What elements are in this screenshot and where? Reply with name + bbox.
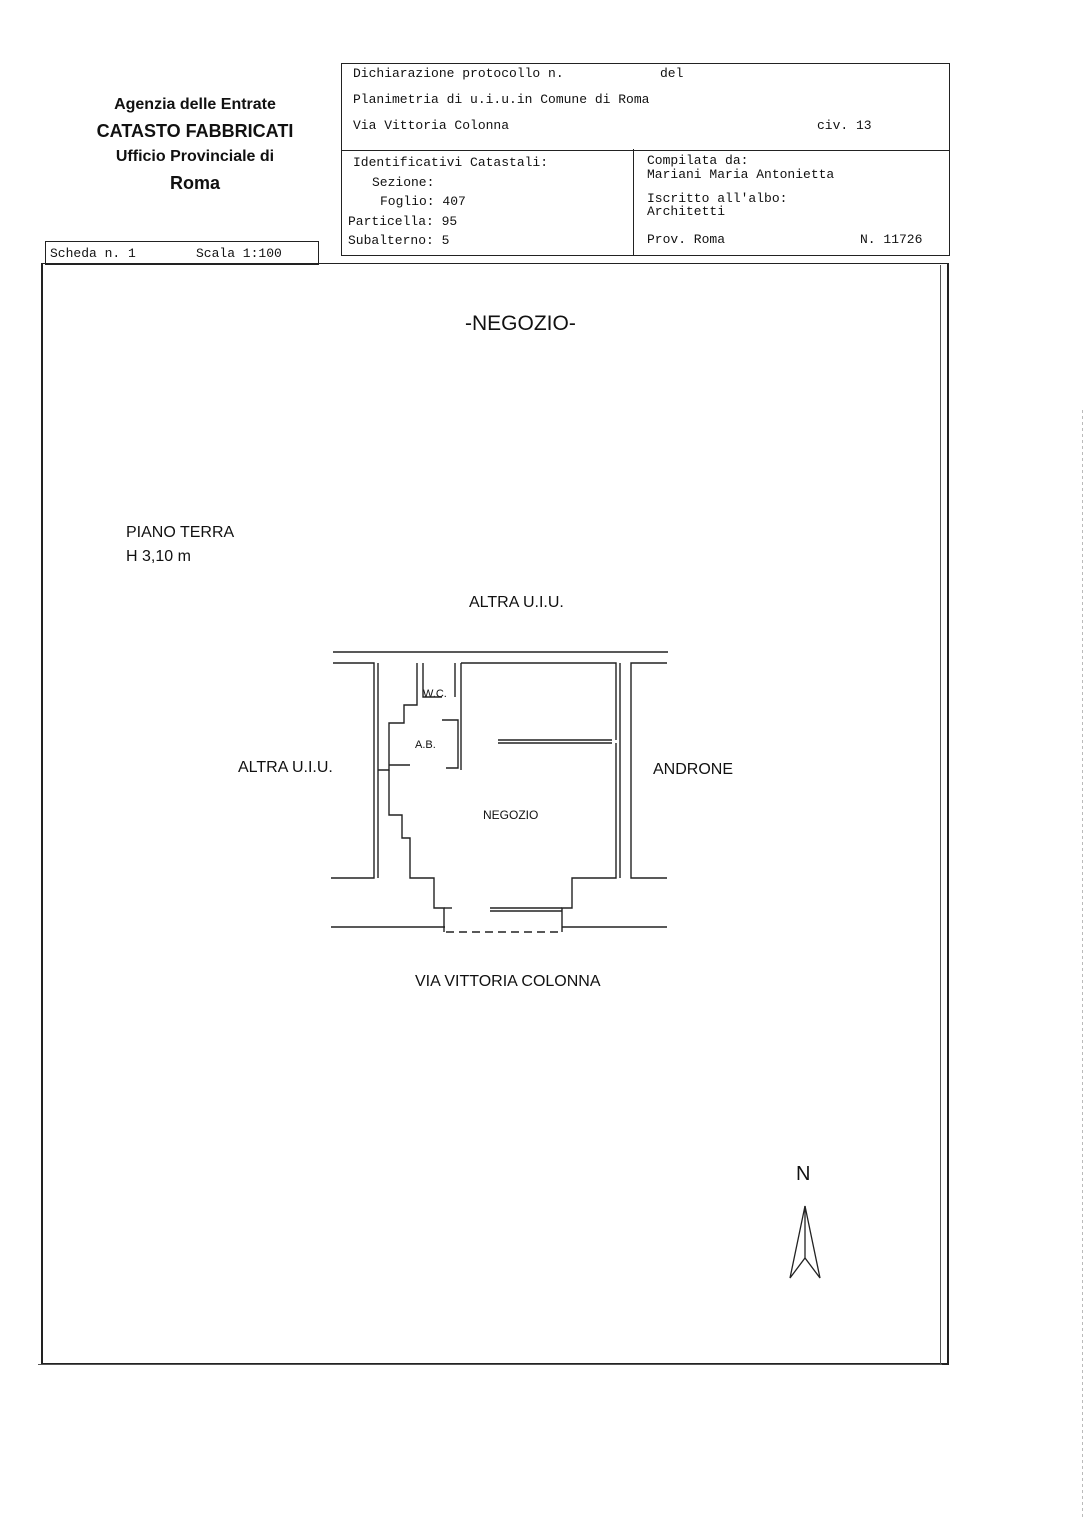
register-number: N. 11726 <box>860 232 923 247</box>
neighbor-top-label: ALTRA U.I.U. <box>469 594 564 611</box>
register-label: Iscritto all'albo: <box>647 191 788 206</box>
neighbor-left-label: ALTRA U.I.U. <box>238 759 333 776</box>
drawing-title: -NEGOZIO- <box>465 312 576 335</box>
sheet-number: Scheda n. 1 <box>50 246 136 261</box>
left-neighbor-wall <box>331 663 374 878</box>
compiler-name: Mariani Maria Antonietta <box>647 167 835 182</box>
office-city: Roma <box>169 173 220 193</box>
catasto-title: CATASTO FABBRICATI <box>96 121 294 141</box>
foglio-field: Foglio: 407 <box>380 194 466 209</box>
sheet-scale: Scala 1:100 <box>196 246 282 261</box>
agency-name: Agenzia delle Entrate <box>114 96 276 113</box>
particella-field: Particella: 95 <box>348 214 458 229</box>
protocol-label: Dichiarazione protocollo n. <box>353 66 564 81</box>
north-arrow-icon <box>790 1206 820 1278</box>
unit-wall-left-lower <box>389 770 444 932</box>
shop-right-wall <box>562 743 616 932</box>
sezione-field: Sezione: <box>372 175 435 190</box>
room-negozio-label: NEGOZIO <box>483 808 539 822</box>
ceiling-height: H 3,10 m <box>126 548 191 565</box>
plan-description: Planimetria di u.i.u.in Comune di Roma <box>353 92 650 107</box>
civic-number: civ. 13 <box>817 118 872 133</box>
subalterno-field: Subalterno: 5 <box>348 233 450 248</box>
room-ab-label: A.B. <box>415 739 436 751</box>
wc-wall <box>423 663 442 697</box>
right-neighbor-wall <box>631 663 667 878</box>
street-address: Via Vittoria Colonna <box>353 118 510 133</box>
room-wc-label: W.C. <box>423 688 447 700</box>
androne-label: ANDRONE <box>653 761 734 778</box>
del-label: del <box>660 66 684 81</box>
province-field: Prov. Roma <box>647 232 726 247</box>
shop-top-wall <box>461 663 616 740</box>
compiler-label: Compilata da: <box>647 153 749 168</box>
unit-wall-left-upper <box>378 663 417 770</box>
identifiers-heading: Identificativi Catastali: <box>353 155 549 170</box>
north-label: N <box>796 1163 811 1185</box>
floor-label: PIANO TERRA <box>126 524 235 541</box>
office-label: Ufficio Provinciale di <box>115 148 275 165</box>
ab-wall <box>442 720 458 768</box>
street-label: VIA VITTORIA COLONNA <box>415 973 601 990</box>
register-value: Architetti <box>647 204 726 219</box>
